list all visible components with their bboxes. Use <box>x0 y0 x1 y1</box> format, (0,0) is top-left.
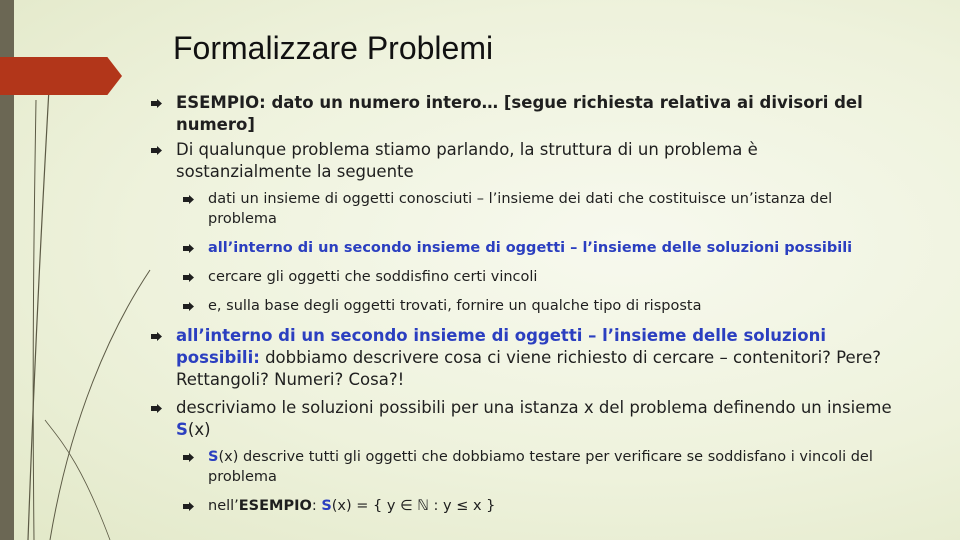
bullet-esempio <box>150 92 895 136</box>
arrow-bullet-icon <box>183 302 194 311</box>
red-accent-tab <box>0 57 122 95</box>
arrow-bullet-icon <box>183 195 194 204</box>
slide-title: Formalizzare Problemi <box>173 30 494 66</box>
sx-text: (x) descrive tutti gli oggetti che dobbiamo testare per verificare se soddisfano i vincoli del problema <box>208 449 873 485</box>
interno-highlight: all’interno di un secondo insieme di oggetti – l’insieme delle soluzioni possibili: <box>176 326 827 367</box>
arrow-bullet-icon <box>151 99 162 108</box>
sub1-text: dati un insieme di oggetti conosciuti – l’insieme dei dati che costituisce un’istanza del problema <box>208 191 833 227</box>
bullet-interno <box>150 325 895 391</box>
arrow-bullet-icon <box>183 244 194 253</box>
slide-content <box>150 92 895 525</box>
sub-bullet-dati <box>150 189 895 229</box>
esempio2-bold: ESEMPIO <box>238 498 312 514</box>
sub-bullet-cercare <box>150 267 895 287</box>
bullet-struttura <box>150 139 895 183</box>
arrow-bullet-icon <box>151 332 162 341</box>
set-symbol-s: S <box>176 420 188 439</box>
arrow-bullet-icon <box>151 146 162 155</box>
interno-text: dobbiamo descrivere cosa ci viene richiesto di cercare – contenitori? Pere? Rettangoli? Numeri? Cosa?! <box>176 348 882 389</box>
sub-bullet-esempio-formula <box>150 496 895 516</box>
esempio2-formula: (x) = { y ∈ ℕ : y ≤ x } <box>331 498 496 514</box>
set-symbol-s: S <box>208 449 219 465</box>
arrow-bullet-icon <box>183 453 194 462</box>
set-symbol-s: S <box>321 498 332 514</box>
sub-bullet-insieme <box>150 238 895 258</box>
arrow-bullet-icon <box>183 502 194 511</box>
sub-bullet-risposta <box>150 296 895 316</box>
descriviamo-text: descriviamo le soluzioni possibili per una istanza x del problema definendo un insieme <box>176 398 892 417</box>
bullet-descriviamo <box>150 397 895 441</box>
esempio-label: ESEMPIO: dato un numero intero… [segue richiesta relativa ai divisori del numero] <box>176 93 863 134</box>
arrow-bullet-icon <box>151 404 162 413</box>
sub-bullet-sx <box>150 447 895 487</box>
esempio2-prefix: nell’ <box>208 498 239 514</box>
descriviamo-suffix: (x) <box>187 420 211 439</box>
sub4-text: e, sulla base degli oggetti trovati, fornire un qualche tipo di risposta <box>208 298 702 314</box>
esempio2-colon: : <box>311 498 322 514</box>
sub2-text: all’interno di un secondo insieme di oggetti – l’insieme delle soluzioni possibili <box>208 240 853 256</box>
struttura-text: Di qualunque problema stiamo parlando, la struttura di un problema è sostanzialmente la seguente <box>176 140 758 181</box>
sub3-text: cercare gli oggetti che soddisfino certi vincoli <box>208 269 538 285</box>
arrow-bullet-icon <box>183 273 194 282</box>
